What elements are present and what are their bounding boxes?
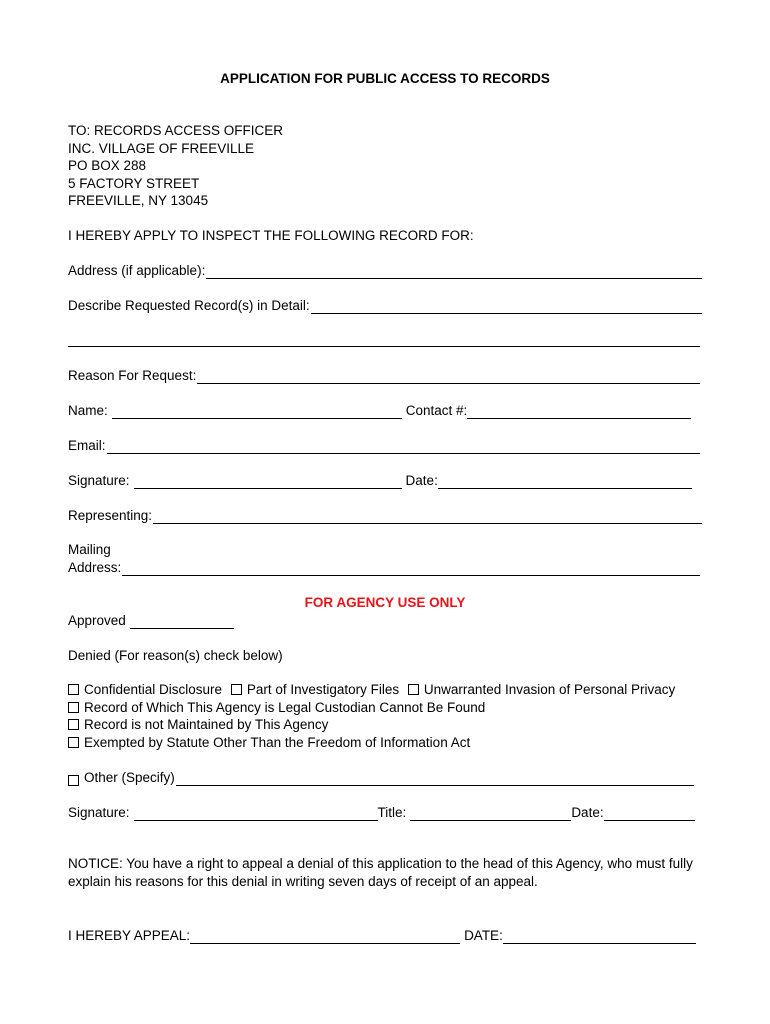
describe-input-line-2[interactable] bbox=[68, 332, 700, 347]
agency-signature-label: Signature: bbox=[68, 805, 130, 820]
reason-input-line[interactable] bbox=[197, 369, 700, 384]
address-input-line[interactable] bbox=[206, 264, 702, 279]
organization-line: INC. VILLAGE OF FREEVILLE bbox=[68, 141, 255, 156]
date-input-line[interactable] bbox=[438, 474, 692, 489]
agency-date-label: Date: bbox=[571, 805, 604, 820]
mailing-address-label: Address: bbox=[68, 560, 122, 575]
other-checkbox[interactable] bbox=[68, 775, 79, 786]
other-label: Other (Specify) bbox=[84, 770, 175, 785]
signature-input-line[interactable] bbox=[134, 474, 402, 489]
appeal-date-label: DATE: bbox=[464, 928, 503, 943]
mailing-address-field bbox=[68, 559, 700, 576]
representing-field bbox=[68, 507, 702, 524]
street-line: 5 FACTORY STREET bbox=[68, 176, 200, 191]
privacy-checkbox[interactable] bbox=[408, 684, 419, 695]
appeal-label: I HEREBY APPEAL: bbox=[68, 928, 191, 943]
email-label: Email: bbox=[68, 438, 106, 453]
not-maintained-checkbox[interactable] bbox=[68, 719, 79, 730]
appeal-row bbox=[68, 927, 696, 944]
appeal-notice: NOTICE: You have a right to appeal a denial of this application to the head of this Agency, who must fully explain his reasons for this denial in writing seven days of receipt of an appeal. bbox=[68, 856, 693, 889]
custodian-checkbox[interactable] bbox=[68, 702, 79, 713]
denied-label: Denied (For reason(s) check below) bbox=[68, 648, 283, 663]
describe-input-line[interactable] bbox=[311, 299, 702, 314]
other-field bbox=[68, 769, 694, 786]
denial-reasons-row-1 bbox=[68, 681, 675, 698]
representing-label: Representing: bbox=[68, 508, 153, 523]
agency-signature-row bbox=[68, 804, 695, 821]
form-title: APPLICATION FOR PUBLIC ACCESS TO RECORDS bbox=[220, 71, 550, 86]
agency-use-heading: FOR AGENCY USE ONLY bbox=[304, 595, 466, 610]
contact-input-line[interactable] bbox=[467, 404, 691, 419]
describe-label: Describe Requested Record(s) in Detail: bbox=[68, 298, 310, 313]
describe-field-continued bbox=[68, 332, 700, 347]
privacy-label: Unwarranted Invasion of Personal Privacy bbox=[423, 682, 676, 697]
appeal-date-input-line[interactable] bbox=[503, 929, 696, 944]
denial-reasons-row-4 bbox=[68, 734, 470, 751]
mailing-address-input-line[interactable] bbox=[122, 561, 700, 576]
denial-reasons-row-2 bbox=[68, 699, 485, 716]
signature-date-row bbox=[68, 472, 692, 489]
investigatory-label: Part of Investigatory Files bbox=[246, 682, 400, 697]
not-maintained-label: Record is not Maintained by This Agency bbox=[84, 717, 329, 732]
email-input-line[interactable] bbox=[107, 439, 700, 454]
agency-date-input-line[interactable] bbox=[604, 806, 695, 821]
reason-label: Reason For Request: bbox=[68, 368, 197, 383]
investigatory-checkbox[interactable] bbox=[231, 684, 242, 695]
appeal-input-line[interactable] bbox=[190, 929, 460, 944]
email-field bbox=[68, 437, 700, 454]
exempted-label: Exempted by Statute Other Than the Freedom of Information Act bbox=[84, 735, 471, 750]
agency-title-input-line[interactable] bbox=[410, 806, 571, 821]
name-label: Name: bbox=[68, 403, 108, 418]
custodian-label: Record of Which This Agency is Legal Custodian Cannot Be Found bbox=[84, 700, 486, 715]
po-box-line: PO BOX 288 bbox=[68, 158, 147, 173]
name-input-line[interactable] bbox=[112, 404, 402, 419]
other-input-line[interactable] bbox=[176, 771, 694, 786]
agency-signature-input-line[interactable] bbox=[134, 806, 378, 821]
denial-reasons-row-3 bbox=[68, 716, 328, 733]
signature-label: Signature: bbox=[68, 473, 130, 488]
name-contact-row bbox=[68, 402, 691, 419]
address-field bbox=[68, 262, 702, 279]
contact-label: Contact #: bbox=[405, 403, 468, 418]
agency-title-label: Title: bbox=[377, 805, 407, 820]
city-line: FREEVILLE, NY 13045 bbox=[68, 193, 209, 208]
approved-input-line[interactable] bbox=[130, 614, 234, 629]
approved-label: Approved bbox=[68, 613, 126, 628]
date-label: Date: bbox=[405, 473, 438, 488]
mailing-label-line1: Mailing bbox=[68, 542, 111, 557]
reason-field bbox=[68, 367, 700, 384]
recipient-line: TO: RECORDS ACCESS OFFICER bbox=[68, 123, 284, 138]
approved-row bbox=[68, 612, 234, 629]
exempted-checkbox[interactable] bbox=[68, 737, 79, 748]
address-label: Address (if applicable): bbox=[68, 263, 206, 278]
intro-statement: I HEREBY APPLY TO INSPECT THE FOLLOWING RECORD FOR: bbox=[68, 228, 474, 243]
representing-input-line[interactable] bbox=[153, 509, 702, 524]
confidential-checkbox[interactable] bbox=[68, 684, 79, 695]
confidential-label: Confidential Disclosure bbox=[84, 682, 223, 697]
describe-field bbox=[68, 297, 702, 314]
